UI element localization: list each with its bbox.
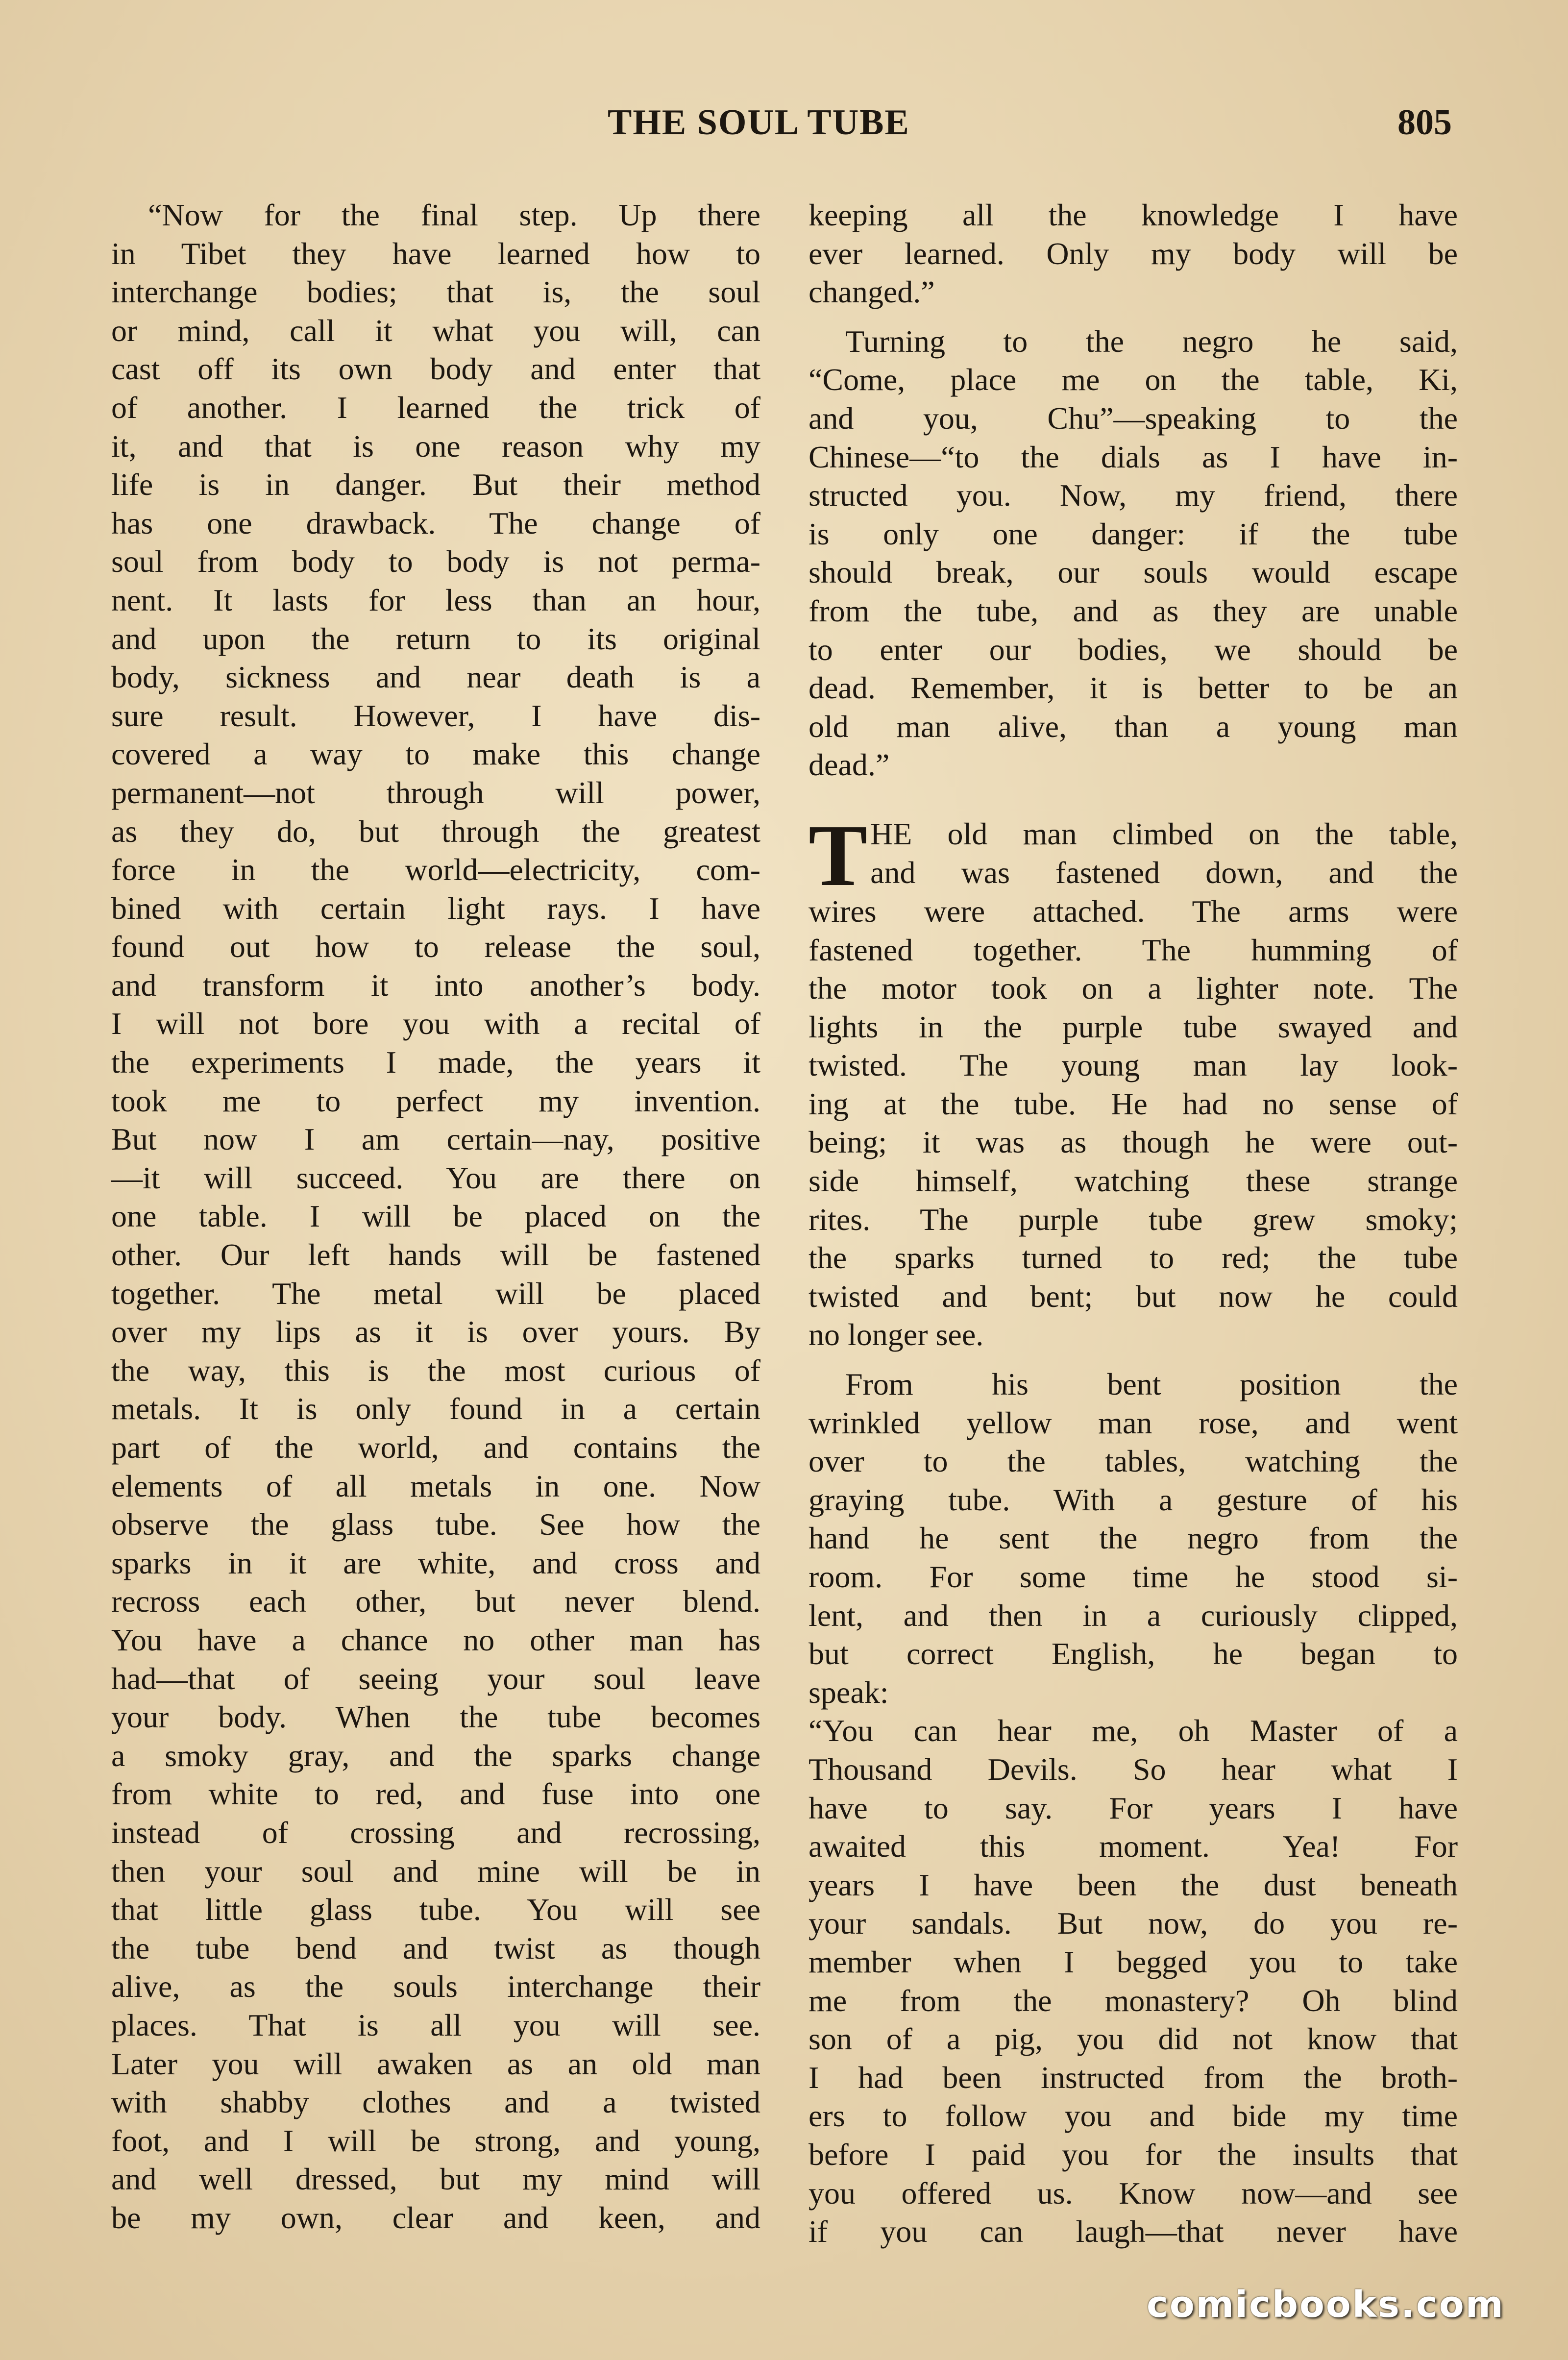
text-line: twisted. The young man lay look- bbox=[808, 1048, 1458, 1083]
text-line: twisted and bent; but now he could bbox=[808, 1278, 1458, 1314]
text-line: fastened together. The humming of bbox=[808, 932, 1458, 967]
paragraph-turning bbox=[808, 322, 1458, 785]
text-line: graying tube. With a gesture of his bbox=[808, 1482, 1458, 1517]
text-line: has one drawback. The change of bbox=[111, 505, 760, 541]
paragraph-continuation bbox=[808, 196, 1458, 312]
text-line: changed.” bbox=[808, 274, 935, 310]
text-line: places. That is all you will see. bbox=[111, 2007, 760, 2042]
text-line: years I have been the dust beneath bbox=[808, 1867, 1458, 1902]
text-line: be my own, clear and keen, and bbox=[111, 2200, 760, 2235]
text-line: to enter our bodies, we should be bbox=[808, 632, 1458, 667]
text-line: no longer see. bbox=[808, 1317, 984, 1352]
text-line: foot, and I will be strong, and young, bbox=[111, 2123, 760, 2158]
text-line: interchange bodies; that is, the soul bbox=[111, 274, 760, 310]
text-line: lent, and then in a curiously clipped, bbox=[808, 1598, 1458, 1633]
text-line: Chinese—“to the dials as I have in- bbox=[808, 439, 1458, 474]
paragraph-gap bbox=[808, 1354, 1458, 1365]
text-line: and well dressed, but my mind will bbox=[111, 2162, 760, 2197]
text-line: the way, this is the most curious of bbox=[111, 1352, 760, 1388]
text-line: elements of all metals in one. Now bbox=[111, 1468, 760, 1503]
running-title: THE SOUL TUBE bbox=[608, 102, 910, 143]
text-line: “Now for the final step. Up there bbox=[148, 197, 760, 232]
watermark: comicbooks.com bbox=[1147, 2284, 1505, 2326]
text-line: with shabby clothes and a twisted bbox=[111, 2085, 760, 2120]
text-line: ever learned. Only my body will be bbox=[808, 236, 1458, 271]
text-line: or mind, call it what you will, can bbox=[111, 313, 760, 348]
text-line: over my lips as it is over yours. By bbox=[111, 1314, 760, 1350]
text-line: the tube bend and twist as though bbox=[111, 1930, 760, 1966]
text-line: covered a way to make this change bbox=[111, 737, 760, 772]
text-line: your sandals. But now, do you re- bbox=[808, 1906, 1458, 1941]
text-line: then your soul and mine will be in bbox=[111, 1853, 760, 1889]
text-line: son of a pig, you did not know that bbox=[808, 2021, 1458, 2057]
text-line: have to say. For years I have bbox=[808, 1790, 1458, 1825]
paragraph-old-man-rest bbox=[808, 892, 1458, 1354]
text-line: ing at the tube. He had no sense of bbox=[808, 1086, 1458, 1121]
text-line: sure result. However, I have dis- bbox=[111, 698, 760, 733]
section-gap bbox=[808, 785, 1458, 815]
text-line: old man alive, than a young man bbox=[808, 709, 1458, 744]
text-line: hand he sent the negro from the bbox=[808, 1521, 1458, 1556]
text-line: awaited this moment. Yea! For bbox=[808, 1829, 1458, 1864]
text-line: body, sickness and near death is a bbox=[111, 660, 760, 695]
text-line: as they do, but through the greatest bbox=[111, 813, 760, 849]
text-line: took me to perfect my invention. bbox=[111, 1083, 760, 1118]
text-line: should break, our souls would escape bbox=[808, 555, 1458, 590]
paragraph-from-his bbox=[808, 1365, 1458, 1712]
text-line: But now I am certain—nay, positive bbox=[111, 1122, 760, 1157]
text-line: Turning to the negro he said, bbox=[845, 323, 1458, 359]
text-line: the motor took on a lighter note. The bbox=[808, 971, 1458, 1006]
paragraph-old-man bbox=[808, 806, 1458, 1354]
text-line: speak: bbox=[808, 1674, 889, 1710]
text-line: From his bent position the bbox=[845, 1367, 1458, 1402]
text-line: being; it was as though he were out- bbox=[808, 1125, 1458, 1160]
text-line: Later you will awaken as an old man bbox=[111, 2046, 760, 2081]
paragraph-you-can-hear bbox=[808, 1712, 1458, 2251]
text-line: the sparks turned to red; the tube bbox=[808, 1240, 1458, 1276]
text-line: dead. Remember, it is better to be an bbox=[808, 670, 1458, 706]
text-line: room. For some time he stood si- bbox=[808, 1559, 1458, 1594]
text-line: keeping all the knowledge I have bbox=[808, 197, 1458, 232]
text-line: I had been instructed from the broth- bbox=[808, 2060, 1458, 2095]
text-line: if you can laugh—that never have bbox=[808, 2214, 1458, 2249]
text-line: of another. I learned the trick of bbox=[111, 390, 760, 425]
text-line: over to the tables, watching the bbox=[808, 1444, 1458, 1479]
text-line: found out how to release the soul, bbox=[111, 929, 760, 964]
text-line: wrinkled yellow man rose, and went bbox=[808, 1405, 1458, 1440]
text-line: and you, Chu”—speaking to the bbox=[808, 400, 1458, 436]
text-line: member when I begged you to take bbox=[808, 1944, 1458, 1979]
text-line: You have a chance no other man has bbox=[111, 1622, 760, 1657]
text-line: metals. It is only found in a certain bbox=[111, 1391, 760, 1426]
text-line: wires were attached. The arms were bbox=[808, 893, 1458, 929]
text-line: had—that of seeing your soul leave bbox=[111, 1661, 760, 1696]
left-column bbox=[111, 196, 760, 2237]
text-line bbox=[870, 815, 1458, 854]
text-line: I will not bore you with a recital of bbox=[111, 1006, 760, 1041]
text-line: it, and that is one reason why my bbox=[111, 428, 760, 464]
text-span: old man climbed on the table, bbox=[912, 816, 1458, 851]
text-line: the experiments I made, the years it bbox=[111, 1045, 760, 1080]
text-line: and transform it into another’s body. bbox=[111, 967, 760, 1003]
text-line: force in the world—electricity, com- bbox=[111, 852, 760, 887]
text-line: together. The metal will be placed bbox=[111, 1276, 760, 1311]
text-line: other. Our left hands will be fastened bbox=[111, 1237, 760, 1273]
text-line: a smoky gray, and the sparks change bbox=[111, 1738, 760, 1773]
text-line: side himself, watching these strange bbox=[808, 1163, 1458, 1199]
text-line: dead.” bbox=[808, 747, 890, 783]
text-line: from white to red, and fuse into one bbox=[111, 1776, 760, 1812]
text-line: your body. When the tube becomes bbox=[111, 1699, 760, 1735]
text-line: me from the monastery? Oh blind bbox=[808, 1983, 1458, 2018]
text-line: rites. The purple tube grew smoky; bbox=[808, 1202, 1458, 1237]
text-line: you offered us. Know now—and see bbox=[808, 2175, 1458, 2211]
text-line: alive, as the souls interchange their bbox=[111, 1969, 760, 2004]
text-line: “You can hear me, oh Master of a bbox=[808, 1713, 1458, 1748]
text-line: part of the world, and contains the bbox=[111, 1430, 760, 1465]
text-line: is only one danger: if the tube bbox=[808, 516, 1458, 551]
text-line: bined with certain light rays. I have bbox=[111, 890, 760, 926]
text-line: in Tibet they have learned how to bbox=[111, 236, 760, 271]
page-number: 805 bbox=[1397, 102, 1452, 143]
text-line: observe the glass tube. See how the bbox=[111, 1507, 760, 1542]
text-line: cast off its own body and enter that bbox=[111, 351, 760, 387]
text-line: before I paid you for the insults that bbox=[808, 2137, 1458, 2172]
text-line: life is in danger. But their method bbox=[111, 467, 760, 502]
text-line: recross each other, but never blend. bbox=[111, 1584, 760, 1619]
text-line: one table. I will be placed on the bbox=[111, 1199, 760, 1234]
text-line: ers to follow you and bide my time bbox=[808, 2098, 1458, 2134]
text-line: lights in the purple tube swayed and bbox=[808, 1009, 1458, 1044]
text-line: “Come, place me on the table, Ki, bbox=[808, 362, 1458, 397]
text-line: sparks in it are white, and cross and bbox=[111, 1545, 760, 1580]
smallcaps-text: HE bbox=[870, 816, 912, 851]
text-line: Thousand Devils. So hear what I bbox=[808, 1751, 1458, 1787]
text-line: nent. It lasts for less than an hour, bbox=[111, 582, 760, 617]
text-line: that little glass tube. You will see bbox=[111, 1892, 760, 1927]
text-line: but correct English, he began to bbox=[808, 1636, 1458, 1672]
text-line: and was fastened down, and the bbox=[870, 855, 1458, 890]
right-column bbox=[808, 196, 1458, 2251]
drop-cap: T bbox=[808, 806, 868, 904]
text-line: —it will succeed. You are there on bbox=[111, 1160, 760, 1195]
text-line: soul from body to body is not perma- bbox=[111, 544, 760, 579]
text-line: structed you. Now, my friend, there bbox=[808, 478, 1458, 513]
text-line: instead of crossing and recrossing, bbox=[111, 1815, 760, 1850]
page-header bbox=[0, 98, 1568, 147]
text-line: from the tube, and as they are unable bbox=[808, 593, 1458, 628]
text-line: and upon the return to its original bbox=[111, 621, 760, 656]
text-line: permanent—not through will power, bbox=[111, 775, 760, 810]
paragraph-gap bbox=[808, 312, 1458, 322]
